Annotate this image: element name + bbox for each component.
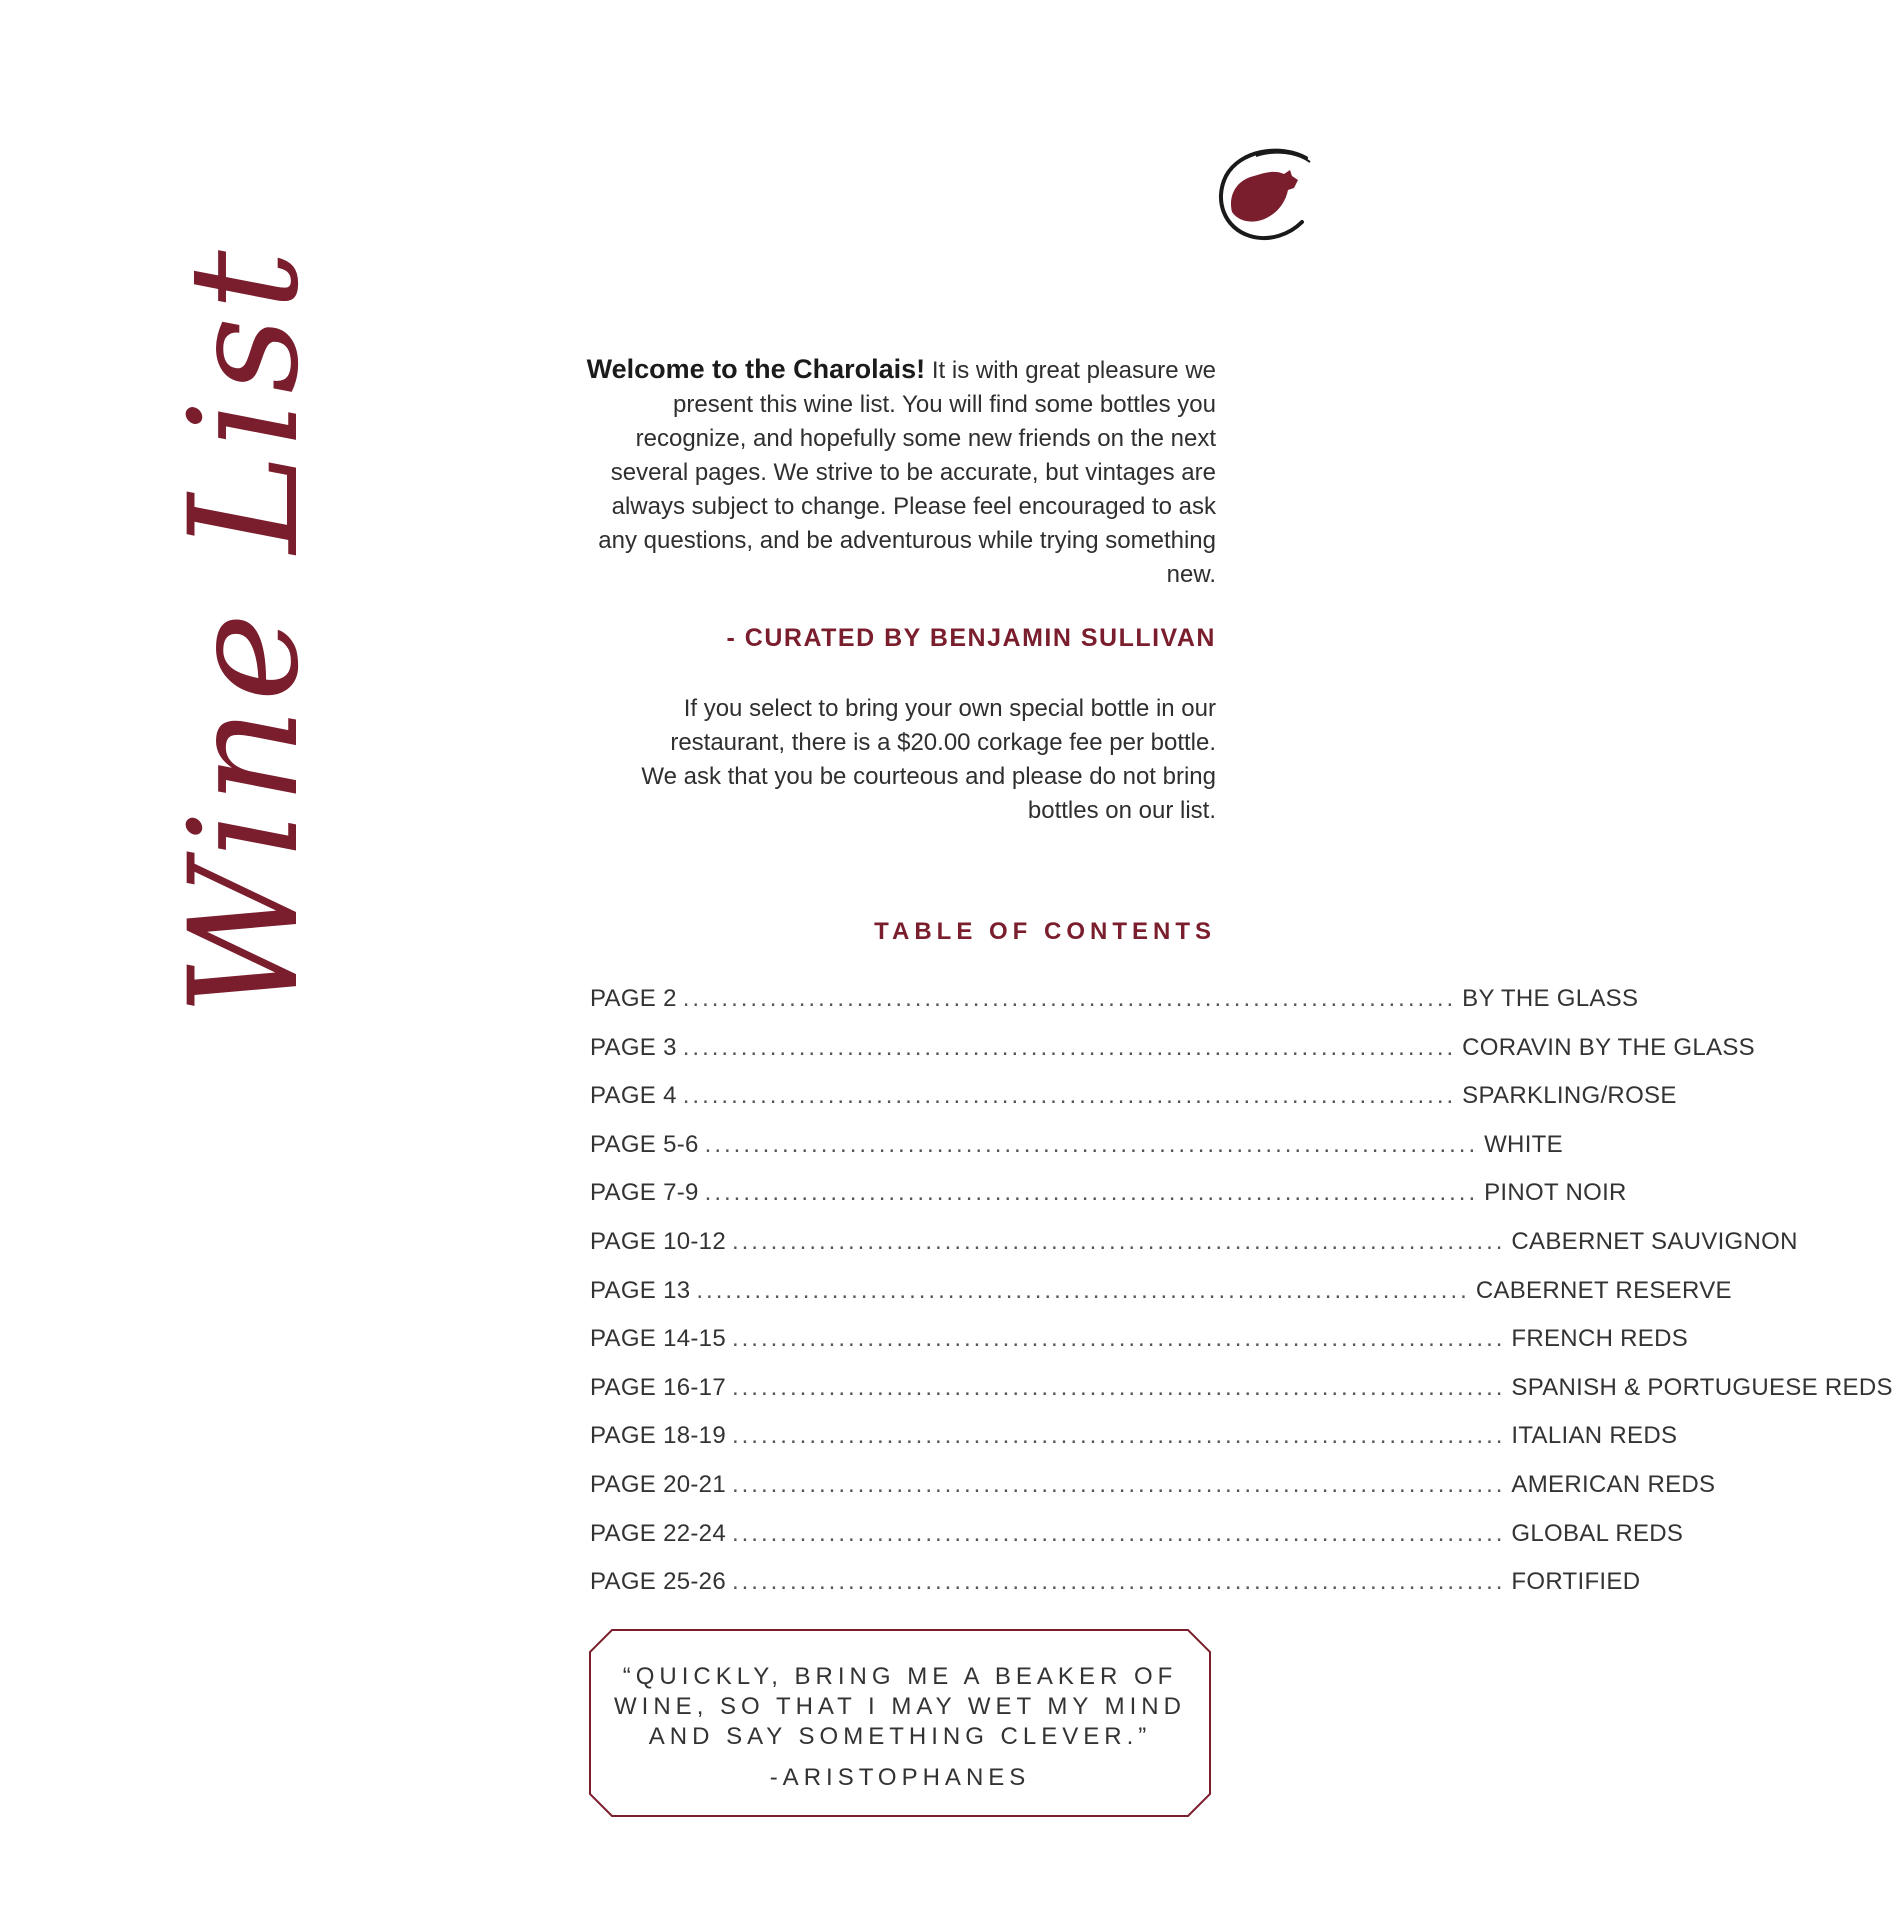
toc-leader-dots: ................................................................................ xyxy=(731,1470,1506,1498)
bull-logo-icon xyxy=(1210,140,1320,250)
toc-leader-dots: ................................................................................ xyxy=(731,1568,1506,1596)
toc-leader-dots: ................................................................................ xyxy=(682,1033,1457,1061)
toc-leader-dots: ................................................................................ xyxy=(731,1227,1506,1255)
toc-entry xyxy=(590,1082,1677,1131)
toc-section-name: SPANISH & PORTUGUESE REDS xyxy=(1511,1373,1893,1401)
toc-section-name: FORTIFIED xyxy=(1511,1568,1641,1596)
toc-page-number: PAGE 22-24 xyxy=(590,1519,726,1547)
toc-section-name: CABERNET RESERVE xyxy=(1475,1276,1732,1304)
toc-entry xyxy=(590,1325,1689,1374)
toc-entry xyxy=(590,1422,1678,1471)
toc-entry xyxy=(590,1033,1755,1083)
welcome-body: It is with great pleasure we present this wine list. You will find some bottles you recognize, and hopefully some new friends on the next several pages. We strive to be accurate, but vintages are always subject to change. Please feel encouraged to ask any questions, and be adventurous while trying something new. xyxy=(598,357,1216,588)
toc-page-number: PAGE 3 xyxy=(590,1033,677,1061)
toc-section-name: GLOBAL REDS xyxy=(1511,1519,1684,1547)
toc-page-number: PAGE 25-26 xyxy=(590,1568,726,1596)
toc-section-name: WHITE xyxy=(1484,1130,1563,1158)
toc-section-name: CABERNET SAUVIGNON xyxy=(1511,1227,1798,1255)
toc-leader-dots: ................................................................................ xyxy=(682,1082,1457,1110)
toc-section-name: FRENCH REDS xyxy=(1511,1325,1689,1353)
toc-leader-dots: ................................................................................ xyxy=(704,1130,1479,1158)
toc-entry xyxy=(590,1519,1684,1569)
toc-entry xyxy=(590,1373,1893,1423)
toc-leader-dots: ................................................................................ xyxy=(696,1276,1470,1304)
toc-entry xyxy=(590,1179,1627,1228)
toc-page-number: PAGE 2 xyxy=(590,985,677,1012)
curator-credit: - CURATED BY BENJAMIN SULLIVAN xyxy=(726,624,1216,652)
quote-box xyxy=(588,1628,1212,1818)
toc-section-name: CORAVIN BY THE GLASS xyxy=(1462,1033,1755,1061)
quote-text: “QUICKLY, BRING ME A BEAKER OF WINE, SO THAT I MAY WET MY MIND AND SAY SOMETHING CLEVER.” xyxy=(614,1663,1186,1750)
toc-leader-dots: ................................................................................ xyxy=(731,1422,1506,1450)
toc-page-number: PAGE 7-9 xyxy=(590,1179,699,1207)
toc-section-name: SPARKLING/ROSE xyxy=(1462,1082,1677,1110)
toc-leader-dots: ................................................................................ xyxy=(704,1179,1479,1207)
wine-list-title-text: Wine List xyxy=(158,244,332,1016)
toc-section-name: ITALIAN REDS xyxy=(1511,1422,1678,1450)
toc-page-number: PAGE 16-17 xyxy=(590,1373,726,1401)
toc-entry xyxy=(590,1130,1563,1180)
toc-page-number: PAGE 14-15 xyxy=(590,1325,726,1353)
corkage-fee-text: If you select to bring your own special bottle in our restaurant, there is a $20.00 corkage fee per bottle. xyxy=(670,695,1216,756)
toc-page-number: PAGE 13 xyxy=(590,1276,691,1304)
toc-page-number: PAGE 4 xyxy=(590,1082,677,1110)
table-of-contents xyxy=(590,985,1893,1617)
toc-leader-dots: ................................................................................ xyxy=(731,1325,1506,1353)
toc-entry xyxy=(590,1227,1798,1277)
toc-leader-dots: ................................................................................ xyxy=(731,1519,1506,1547)
toc-leader-dots: ................................................................................ xyxy=(682,985,1457,1012)
welcome-lead: Welcome to the Charolais! xyxy=(586,354,926,384)
toc-page-number: PAGE 10-12 xyxy=(590,1227,726,1255)
toc-entry xyxy=(590,1276,1732,1326)
toc-page-number: PAGE 5-6 xyxy=(590,1130,699,1158)
corkage-request-text: We ask that you be courteous and please do not bring bottles on our list. xyxy=(641,763,1216,824)
toc-entry xyxy=(590,1470,1716,1520)
welcome-paragraph xyxy=(580,352,1216,592)
toc-page-number: PAGE 18-19 xyxy=(590,1422,726,1450)
corkage-info xyxy=(580,692,1216,828)
toc-heading: TABLE OF CONTENTS xyxy=(874,918,1216,945)
toc-leader-dots: ................................................................................ xyxy=(731,1373,1506,1401)
toc-page-number: PAGE 20-21 xyxy=(590,1470,726,1498)
quote-author: -ARISTOPHANES xyxy=(769,1764,1031,1791)
toc-section-name: AMERICAN REDS xyxy=(1511,1470,1716,1498)
toc-entry xyxy=(590,985,1639,1034)
toc-entry xyxy=(590,1568,1641,1617)
toc-section-name: BY THE GLASS xyxy=(1462,985,1639,1012)
wine-list-title xyxy=(120,244,370,1016)
toc-section-name: PINOT NOIR xyxy=(1484,1179,1627,1207)
